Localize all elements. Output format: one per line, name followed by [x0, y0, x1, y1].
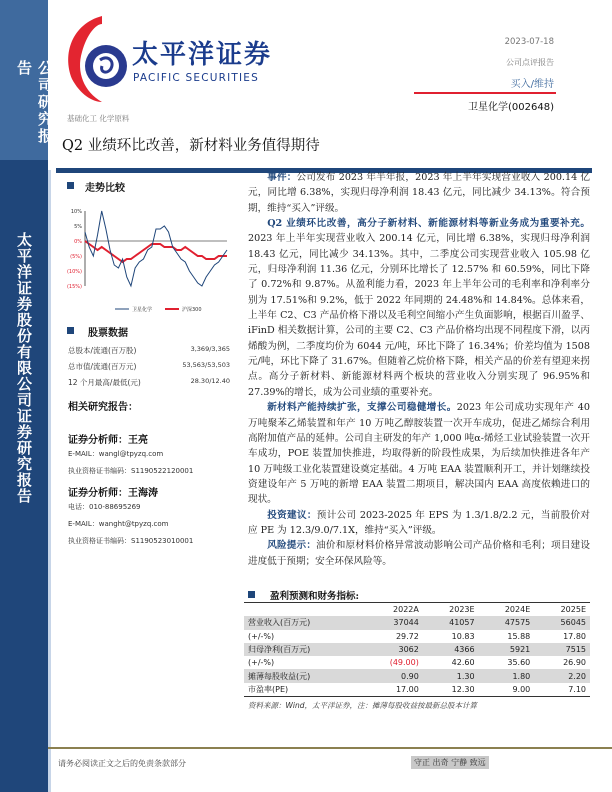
- bullet-square-icon: [67, 327, 74, 334]
- bullet-square-icon: [67, 182, 74, 189]
- text: 2023 年公司成功实现年产 40 万吨聚苯乙烯装置和年产 10 万吨乙醇胺装置一次开车成功，促进乙烯综合利用高附加值产品的延伸。公司自主研发的年产 1,000 吨α-烯烃工业试验装置一次开车成功，POE 装置加快推进，均取得新的阶段性成果，为后续加快推进各年产 10 万吨级工业化装置建设奠定基础。4 万吨 EAA 装置顺利开工，并计划继续投资建设年产 5 万吨的新增 EAA 装置二期项目，解决国内 EAA 高度依赖进口的现状。: [248, 402, 590, 506]
- report-date: 2023-07-18: [504, 37, 554, 47]
- analyst-phone: 电话：010-88695269: [68, 503, 141, 511]
- related-heading: 相关研究报告：: [68, 402, 138, 413]
- bullet-square-icon: [248, 591, 255, 598]
- logo-english: PACIFIC SECURITIES: [133, 72, 260, 84]
- cell: 2.20: [534, 669, 590, 682]
- y-tick-label: (10%): [66, 269, 82, 275]
- stock-data-table: [68, 345, 230, 393]
- cell: 35.60: [507, 658, 531, 668]
- paragraph-risk: [248, 538, 590, 569]
- lead: 投资建议：: [267, 509, 317, 521]
- lead: 新材料产能持续扩张，支撑公司稳健增长。: [267, 402, 457, 414]
- sidebar-divider: [48, 170, 51, 792]
- cell: 2022A: [393, 605, 419, 615]
- text: 公司发布 2023 年半年报，2023 年上半年实现营业收入 200.14 亿元，同比增 6.38%，实现归母净利润 18.43 亿元，同比减少 34.13%。符合预期，维持“买入”评级。: [248, 172, 590, 214]
- cell: 26.90: [563, 658, 586, 668]
- cell: 12.30: [451, 684, 475, 694]
- stock-data-row: [68, 377, 230, 393]
- table-row: [244, 683, 590, 696]
- table-row: [244, 616, 590, 629]
- paragraph-event: [248, 170, 590, 216]
- sidebar-top-label: 公司研究报告: [15, 60, 54, 145]
- cell: 1.30: [423, 669, 479, 682]
- cell: (49.00): [389, 658, 419, 668]
- table-row: [244, 669, 590, 682]
- cell: (+/-%): [248, 631, 275, 641]
- row-label: 总市值/流通(百万元): [68, 362, 137, 371]
- cell: 营业收入(百万元): [244, 616, 361, 629]
- cell: (+/-%): [248, 658, 275, 668]
- analyst-email[interactable]: E-MAIL：wanght@tpyzq.com: [68, 520, 169, 528]
- cell: 市盈率(PE): [248, 684, 289, 694]
- cell: 47575: [479, 616, 535, 629]
- report-type: 公司点评报告: [506, 58, 554, 67]
- cell: 17.80: [563, 631, 586, 641]
- lead: Q2 业绩环比改善，高分子新材料、新能源材料等新业务成为重要补充。: [267, 218, 590, 230]
- footer-rule: [48, 747, 612, 749]
- table-row: [244, 643, 590, 656]
- analyst-license: 执业资格证书编码：S1190523010001: [68, 537, 194, 545]
- cell: 3062: [361, 643, 423, 656]
- cell: [244, 603, 361, 616]
- cell: 7515: [534, 643, 590, 656]
- trend-chart: [55, 200, 240, 320]
- row-value: 28.30/12.40: [190, 377, 230, 385]
- cell: 56045: [534, 616, 590, 629]
- lead: 风险提示：: [267, 540, 317, 552]
- y-tick-label: 0%: [74, 239, 82, 245]
- footer-motto: 守正 出奇 宁静 致远: [411, 756, 489, 769]
- industry: 基础化工 化学原料: [67, 114, 130, 123]
- page-title: Q2 业绩环比改善，新材料业务值得期待: [62, 138, 320, 154]
- analyst-email[interactable]: E-MAIL：wangl@tpyzq.com: [68, 450, 164, 458]
- footer-disclaimer: 请务必阅读正文之后的免责条款部分: [58, 759, 186, 768]
- table-row: [244, 630, 590, 643]
- paragraph-q2: [248, 216, 590, 400]
- y-tick-label: 10%: [70, 209, 82, 215]
- row-value: 53,563/53,503: [182, 361, 230, 369]
- cell: 2023E: [449, 605, 475, 615]
- cell: 2024E: [504, 605, 531, 615]
- text: 2023 年上半年实现营业收入 200.14 亿元，同比增 6.38%，实现归母净利润 18.43 亿元，同比减少 34.13%。其中，二季度公司实现营业收入 105.98 亿元，归母净利润 11.36 亿元，分别环比增长了 12.57% 和 60.59%，同比下降了 0.72%和 9.87%。从盈利能力看，2023 年上半年公司的毛利率和净利率分别为 17.51%和 9.2%，低于 2022 年同期的 24.48%和 14.84%。总体来看，上半年 C2、C3 产品价格下滑以及毛利空间缩小产生负面影响，根据百川盈孚、iFinD 相关数据计算，公司的主要 C2、C3 产品价格均出现不同程度下滑，以丙烯酸为例，二季度均价为 6044 元/吨，环比下降了 16.34%；价差均值为 1508 元/吨，环比下降了 31.67%。但随着乙烷价格下降，相关产品的价差有望迎来拐点。高分子新材料、新能源材料两个板块的营业收入分别实现了 96.95%和 27.39%的增长，成为公司业绩的重要补充。: [248, 233, 590, 398]
- cell: 4366: [423, 643, 479, 656]
- cell: 7.10: [568, 684, 586, 694]
- analyst-name: 证券分析师：王亮: [68, 435, 148, 446]
- sidebar-bottom: [0, 160, 48, 792]
- cell: 2025E: [560, 605, 586, 615]
- table-source: 资料来源：Wind，太平洋证券，注：摊薄每股收益按最新总股本计算: [248, 700, 478, 710]
- y-tick-label: 5%: [74, 224, 82, 230]
- sidebar-top: [0, 0, 54, 160]
- analyst-name: 证券分析师：王海涛: [68, 488, 158, 499]
- y-tick-label: (15%): [66, 284, 82, 290]
- cell: 5921: [479, 643, 535, 656]
- cell: 15.88: [507, 631, 531, 641]
- report-body: [248, 170, 590, 569]
- cell: 42.60: [451, 658, 475, 668]
- series-hs300-line: [85, 241, 227, 262]
- cell: 摊薄每股收益(元): [244, 669, 361, 682]
- legend-stock-label: 卫星化学: [132, 307, 153, 313]
- stock-name: 卫星化学(002648): [468, 102, 554, 113]
- stock-data-heading: 股票数据: [88, 328, 128, 339]
- forecast-table: [244, 602, 590, 711]
- lead: 事件：: [267, 172, 297, 183]
- sidebar-bottom-label: 太平洋证券股份有限公司证券研究报告: [15, 232, 33, 504]
- stock-data-row: [68, 345, 230, 361]
- y-tick-label: (5%): [70, 254, 82, 260]
- paragraph-materials: [248, 400, 590, 507]
- series-stock-line: [85, 211, 227, 286]
- cell: 1.80: [479, 669, 535, 682]
- cell: 37044: [361, 616, 423, 629]
- cell: 9.00: [512, 684, 531, 694]
- cell: 29.72: [395, 631, 419, 641]
- cell: 17.00: [395, 684, 419, 694]
- forecast-heading: 盈利预测和财务指标:: [270, 591, 360, 602]
- analyst-license: 执业资格证书编码：S1190522120001: [68, 467, 194, 475]
- rating: 买入/维持: [510, 79, 554, 90]
- row-label: 12 个月最高/最低(元): [68, 378, 141, 387]
- text: 预计公司 2023-2025 年 EPS 为 1.3/1.8/2.2 元，当前股价对应 PE 为 12.3/9.0/7.1X，维持“买入”评级。: [248, 509, 591, 536]
- row-value: 3,369/3,365: [190, 345, 230, 353]
- text: 油价和原材料价格异常波动影响公司产品价格和毛利；项目建设进度低于预期；安全环保风险等。: [248, 540, 591, 567]
- logo-name: 太平洋证券: [132, 40, 273, 70]
- legend-hs300-label: 沪深300: [182, 307, 202, 313]
- paragraph-investment: [248, 508, 590, 539]
- table-header: [244, 603, 590, 616]
- cell: 0.90: [361, 669, 423, 682]
- rating-underline: [414, 92, 556, 94]
- logo-icon: [62, 14, 128, 104]
- cell: 10.83: [451, 631, 475, 641]
- table-row: [244, 656, 590, 669]
- trend-heading: 走势比较: [85, 183, 125, 194]
- row-label: 总股本/流通(百万股): [68, 346, 137, 355]
- cell: 41057: [423, 616, 479, 629]
- cell: 归母净利(百万元): [244, 643, 361, 656]
- stock-data-row: [68, 361, 230, 377]
